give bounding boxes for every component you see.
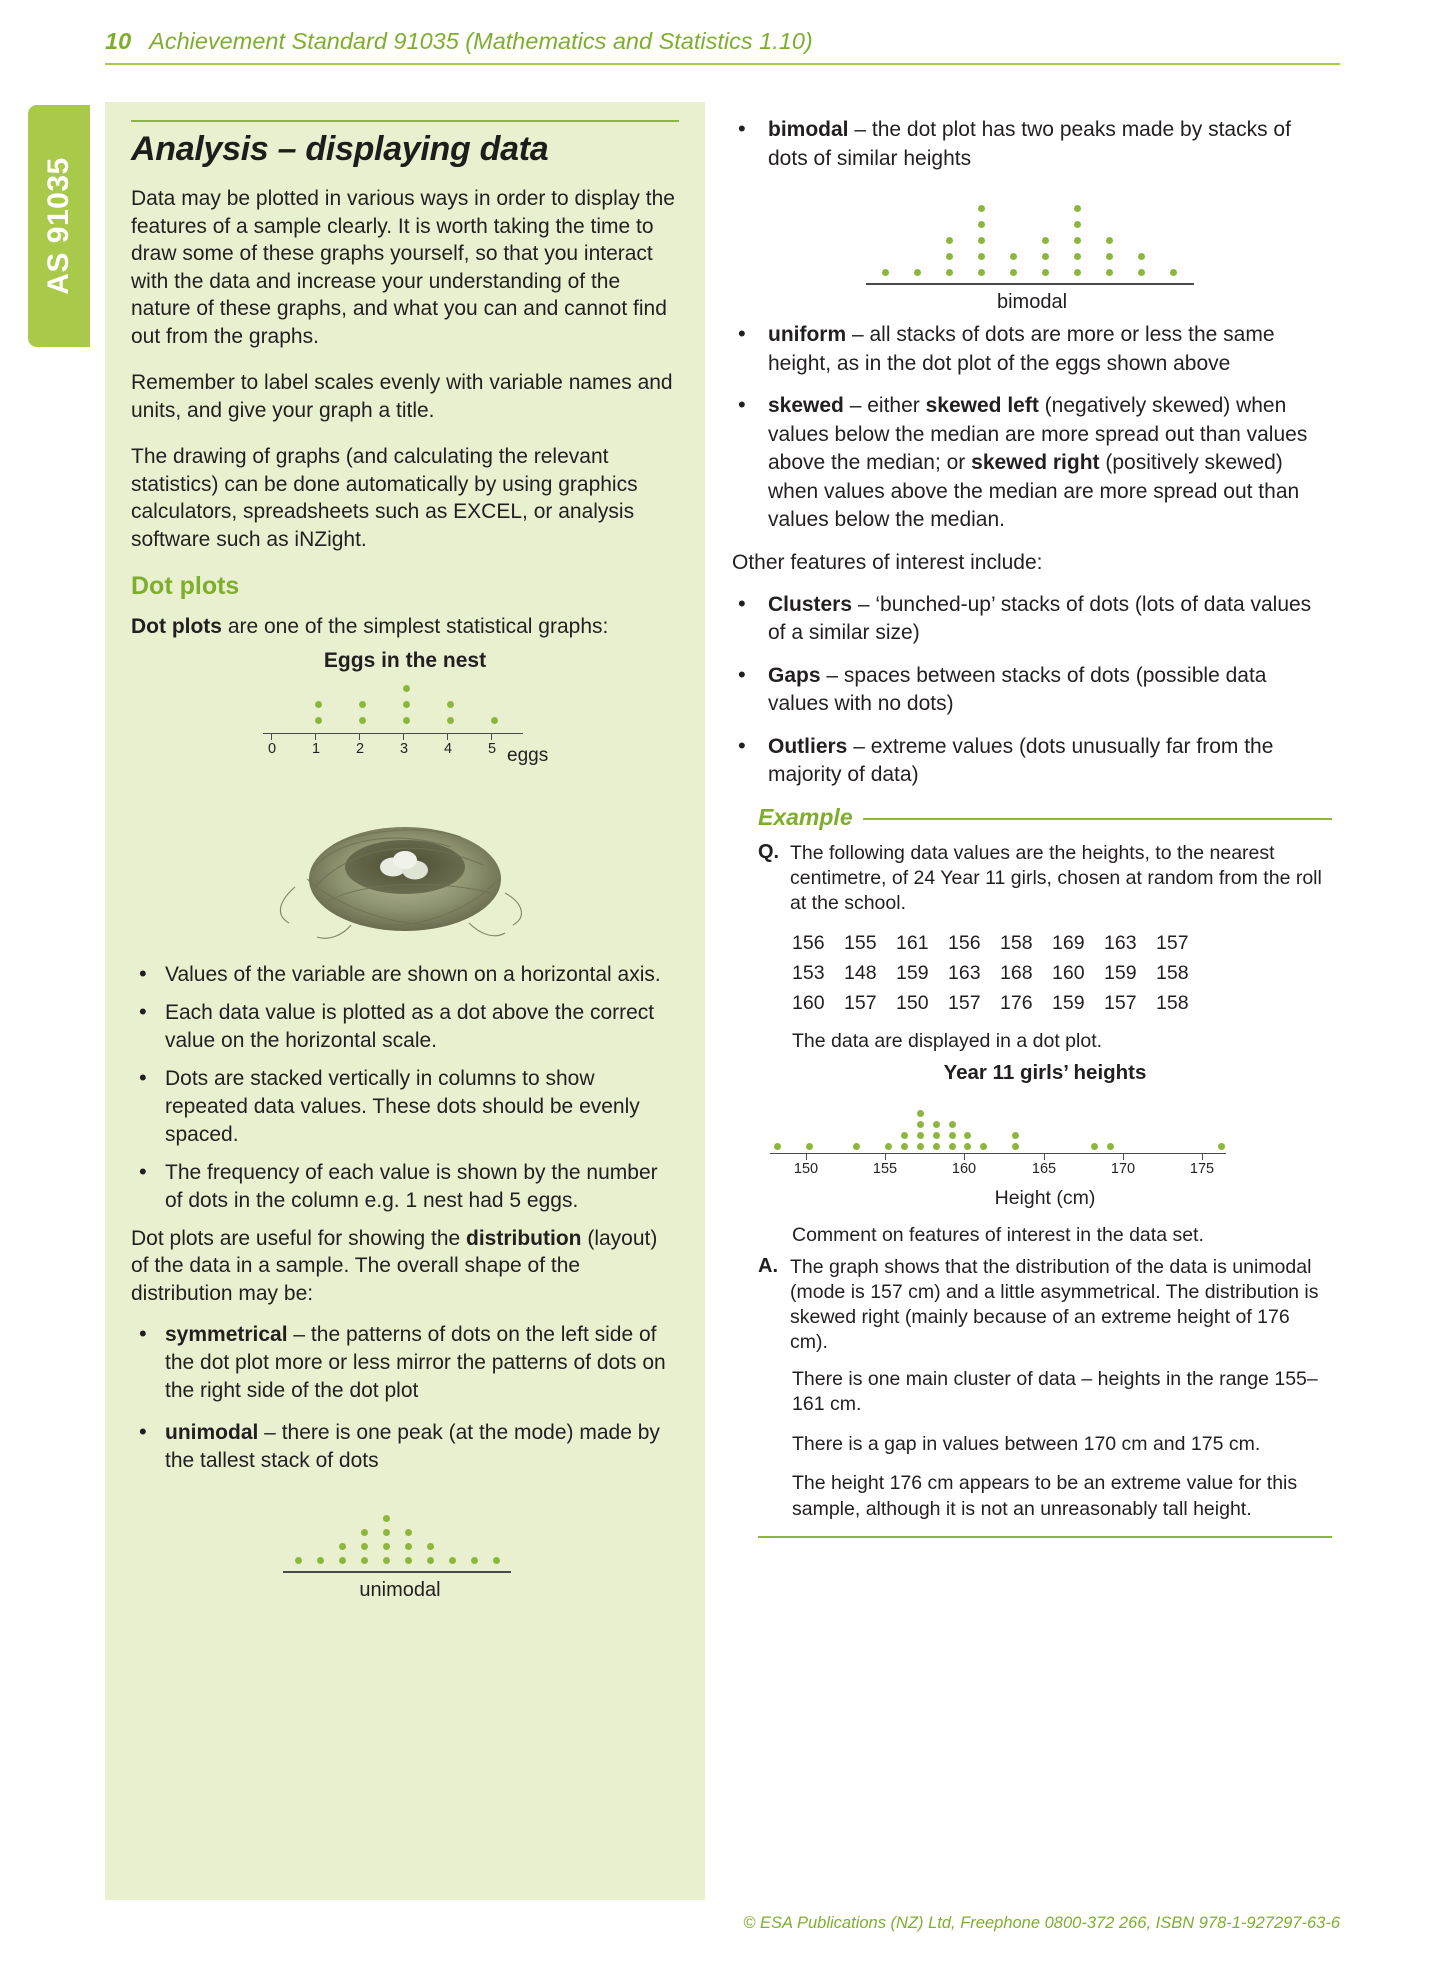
shape-text-symmetrical: – the patterns of dots on the left side of the dot plot more or less mirror the patterns of dots on the right side of the dot plot: [165, 1323, 666, 1402]
eggs-tick-1: 1: [311, 740, 321, 757]
data-cell: 153: [792, 961, 825, 984]
other-features-list: [732, 591, 1332, 790]
data-cell: 160: [792, 991, 825, 1014]
dot-plot-feature-list: [131, 961, 679, 1215]
right-column: [722, 102, 1340, 1900]
girls-tick-160: 160: [951, 1160, 977, 1177]
answer-text-3: There is a gap in values between 170 cm and 175 cm.: [792, 1432, 1261, 1455]
shape-label-unimodal: unimodal: [165, 1421, 259, 1444]
data-cell: 158: [1000, 931, 1033, 954]
nest-photo: [255, 775, 555, 945]
shape-label-skewed: skewed: [768, 394, 844, 417]
distribution-text-1: Dot plots are useful for showing the: [131, 1226, 467, 1250]
eggs-tick-3: 3: [399, 740, 409, 757]
nest-illustration: [255, 775, 555, 945]
shape-list-left: [131, 1321, 679, 1475]
feature-label-clusters: Clusters: [768, 592, 853, 616]
answer-text-1: The graph shows that the distribution of the data is unimodal (mode is 157 cm) and a little asymmetrical. The distribution is skewed right (mainly because of an extreme height of 176 cm).: [790, 1255, 1319, 1353]
skewed-right-label: skewed right: [971, 451, 1100, 474]
unimodal-caption: unimodal: [359, 1579, 441, 1601]
data-cell: 156: [948, 931, 981, 954]
data-cell: 163: [1104, 931, 1137, 954]
example-header: [758, 804, 1332, 831]
data-cell: 155: [844, 931, 877, 954]
data-cell: 156: [792, 931, 825, 954]
example-box: [732, 804, 1332, 1539]
data-row: [792, 988, 1332, 1018]
data-cell: 159: [896, 961, 929, 984]
girls-tick-155: 155: [872, 1160, 898, 1177]
shape-label-symmetrical: symmetrical: [165, 1323, 288, 1346]
shape-label-uniform: uniform: [768, 323, 847, 346]
intro-paragraph-1: Data may be plotted in various ways in order to display the features of a sample clearly. It is worth taking the time to draw some of these graphs yourself, so that you interact with the data and increase your understanding of the nature of these graphs, and what you can and cannot find out from the graphs.: [131, 187, 675, 348]
shape-text-bimodal: – the dot plot has two peaks made by stacks of dots of similar heights: [768, 118, 1291, 170]
data-values: [792, 928, 1332, 1018]
question-tag: Q.: [758, 840, 780, 863]
data-cell: 157: [1156, 931, 1189, 954]
data-cell: 161: [896, 931, 929, 954]
intro-paragraph-3: The drawing of graphs (and calculating the relevant statistics) can be done automatically by using graphics calculators, spreadsheets such as EXCEL, or analysis software such as iNZight.: [131, 445, 638, 551]
header-standard: Achievement Standard 91035 (Mathematics and Statistics 1.10): [149, 28, 813, 54]
feature-text-outliers: – extreme values (dots unusually far from the majority of data): [768, 734, 1274, 786]
example-label: Example: [758, 803, 853, 830]
page-number: 10: [105, 28, 132, 54]
girls-tick-170: 170: [1110, 1160, 1136, 1177]
distribution-text-2: (layout) of the data in a sample. The overall shape of the distribution may be:: [131, 1226, 658, 1305]
list-item: [732, 116, 1332, 173]
data-cell: 163: [948, 961, 981, 984]
comment-note: Comment on features of interest in the data set.: [792, 1223, 1204, 1246]
example-footer-divider: [758, 1536, 1332, 1538]
content-panel: [105, 102, 1340, 1902]
data-cell: 159: [1052, 991, 1085, 1014]
example-divider: [863, 818, 1332, 820]
distribution-paragraph: [131, 1225, 679, 1308]
data-cell: 150: [896, 991, 929, 1014]
list-item: • The frequency of each value is shown by the number of dots in the column e.g. 1 nest had 5 eggs.: [131, 1159, 679, 1215]
header-text: [105, 28, 1340, 55]
answer-text-4: The height 176 cm appears to be an extreme value for this sample, although it is not an unreasonably tall height.: [792, 1472, 1298, 1520]
data-cell: 158: [1156, 961, 1189, 984]
dot-plots-intro-bold: Dot plots: [131, 615, 222, 638]
dot-plots-intro: [131, 613, 679, 641]
feature-label-gaps: Gaps: [768, 663, 821, 687]
feature-label-outliers: Outliers: [768, 734, 848, 758]
data-row: [792, 928, 1332, 958]
left-column: [105, 102, 705, 1900]
skewed-left-label: skewed left: [925, 394, 1039, 417]
girls-tick-175: 175: [1189, 1160, 1215, 1177]
page-header: [105, 28, 1340, 65]
girls-tick-165: 165: [1031, 1160, 1057, 1177]
eggs-tick-0: 0: [267, 740, 277, 757]
list-item: [732, 392, 1332, 535]
uniform-skewed-list: [732, 321, 1332, 535]
dotplot-note: The data are displayed in a dot plot.: [792, 1029, 1103, 1052]
answer-text-2: There is one main cluster of data – heights in the range 155–161 cm.: [792, 1367, 1318, 1415]
data-cell: 148: [844, 961, 877, 984]
girls-tick-150: 150: [793, 1160, 819, 1177]
girls-dot-plot: [766, 1091, 1332, 1183]
eggs-plot-title: Eggs in the nest: [323, 648, 487, 672]
data-cell: 158: [1156, 991, 1189, 1014]
data-cell: 168: [1000, 961, 1033, 984]
skewed-text-3: (positively skewed) when values above the median are more spread out than values below the median.: [768, 451, 1300, 531]
page-footer: [0, 1914, 1445, 1933]
list-item: [732, 591, 1332, 648]
eggs-axis-caption: eggs: [507, 744, 549, 766]
list-item: [131, 1419, 679, 1475]
data-cell: 157: [948, 991, 981, 1014]
skewed-text-2: (negatively skewed) when values below the median are more spread out than values above the median; or: [768, 394, 1308, 474]
side-tab: [28, 105, 90, 347]
data-cell: 159: [1104, 961, 1137, 984]
eggs-dot-plot: [255, 679, 555, 765]
list-item: • Dots are stacked vertically in columns to show repeated data values. These dots should be evenly spaced.: [131, 1065, 679, 1149]
list-item: [732, 321, 1332, 378]
data-cell: 169: [1052, 931, 1085, 954]
data-cell: 157: [844, 991, 877, 1014]
answer-tag: A.: [758, 1254, 778, 1277]
shape-text-unimodal: – there is one peak (at the mode) made by the tallest stack of dots: [165, 1421, 660, 1472]
list-item: • Each data value is plotted as a dot above the correct value on the horizontal scale.: [131, 999, 679, 1055]
title-divider: [131, 120, 679, 122]
eggs-tick-4: 4: [443, 740, 453, 757]
shape-text-uniform: – all stacks of dots are more or less the same height, as in the dot plot of the eggs shown above: [768, 323, 1275, 375]
list-item: [131, 1321, 679, 1405]
feature-text-gaps: – spaces between stacks of dots (possible data values with no dots): [768, 663, 1267, 715]
dot-plots-intro-rest: are one of the simplest statistical graphs:: [221, 615, 609, 638]
footer-text: © ESA Publications (NZ) Ltd, Freephone 0800-372 266, ISBN 978-1-927297-63-6: [743, 1914, 1340, 1932]
subheading-dot-plots: Dot plots: [131, 572, 240, 600]
data-cell: 160: [1052, 961, 1085, 984]
shape-label-bimodal: bimodal: [768, 118, 849, 141]
shape-list-right: [732, 116, 1332, 173]
distribution-bold: distribution: [466, 1226, 582, 1250]
eggs-tick-2: 2: [355, 740, 365, 757]
list-item: [732, 733, 1332, 790]
intro-paragraph-2: Remember to label scales evenly with variable names and units, and give your graph a title.: [131, 371, 673, 422]
bimodal-caption: bimodal: [996, 291, 1068, 313]
data-row: [792, 958, 1332, 988]
list-item: • Values of the variable are shown on a horizontal axis.: [131, 961, 679, 989]
girls-plot-title: Year 11 girls’ heights: [943, 1060, 1147, 1084]
side-tab-label: AS 91035: [42, 157, 75, 295]
bimodal-dot-plot: [822, 187, 1242, 313]
girls-axis-label: Height (cm): [994, 1186, 1096, 1209]
feature-text-clusters: – ‘bunched-up’ stacks of dots (lots of data values of a similar size): [768, 592, 1312, 644]
skewed-text-1: – either: [843, 394, 926, 417]
example-answer: [758, 1255, 1332, 1355]
section-title: Analysis – displaying data: [131, 130, 549, 168]
unimodal-dot-plot: [255, 1495, 555, 1601]
question-text: The following data values are the heights, to the nearest centimetre, of 24 Year 11 girls, chosen at random from the roll at the school.: [790, 841, 1322, 914]
other-features-intro: Other features of interest include:: [732, 550, 1043, 574]
data-cell: 176: [1000, 991, 1033, 1014]
list-item: [732, 662, 1332, 719]
data-cell: 157: [1104, 991, 1137, 1014]
example-question: [758, 841, 1332, 916]
eggs-tick-5: 5: [487, 740, 497, 757]
